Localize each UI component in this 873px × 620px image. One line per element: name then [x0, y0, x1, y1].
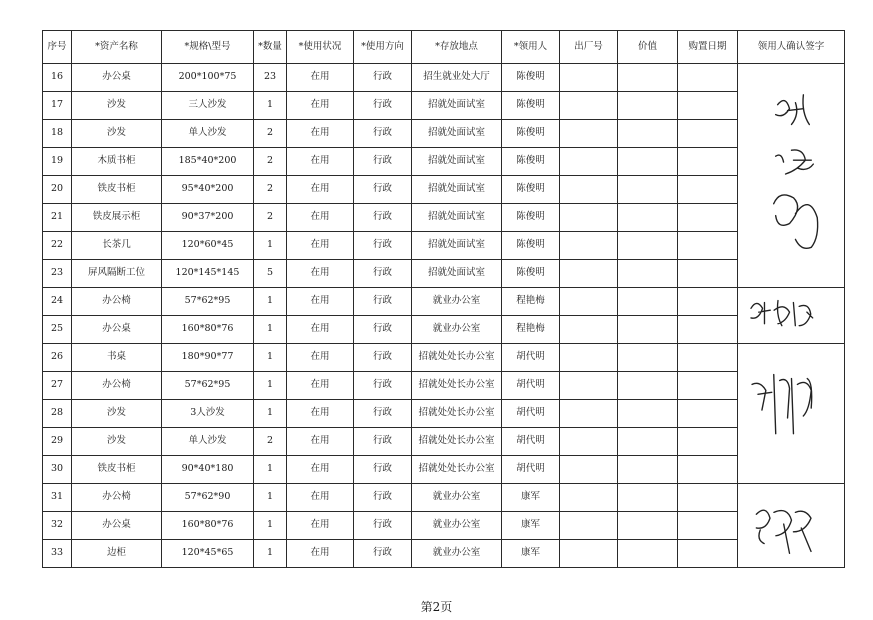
cell-user: 康军: [502, 484, 560, 512]
cell-status: 在用: [287, 540, 354, 568]
cell-value: [618, 288, 678, 316]
col-header-asset-name: *资产名称: [72, 31, 162, 64]
cell-no: 18: [43, 120, 72, 148]
cell-spec: 57*62*90: [162, 484, 254, 512]
cell-qty: 1: [254, 92, 287, 120]
cell-no: 23: [43, 260, 72, 288]
signature-cell: [738, 484, 845, 568]
cell-purchase-date: [678, 456, 738, 484]
cell-location: 招就处处长办公室: [412, 344, 502, 372]
table-row: [43, 316, 845, 344]
cell-status: 在用: [287, 288, 354, 316]
table-row: [43, 120, 845, 148]
cell-spec: 200*100*75: [162, 64, 254, 92]
cell-no: 30: [43, 456, 72, 484]
cell-spec: 单人沙发: [162, 428, 254, 456]
cell-purchase-date: [678, 484, 738, 512]
cell-user: 胡代明: [502, 428, 560, 456]
cell-status: 在用: [287, 260, 354, 288]
col-header-no: 序号: [43, 31, 72, 64]
cell-asset-name: 边柜: [72, 540, 162, 568]
cell-user: 胡代明: [502, 372, 560, 400]
cell-direction: 行政: [354, 400, 412, 428]
cell-value: [618, 372, 678, 400]
cell-no: 28: [43, 400, 72, 428]
cell-asset-name: 沙发: [72, 120, 162, 148]
table-row: [43, 428, 845, 456]
cell-purchase-date: [678, 540, 738, 568]
cell-serial: [560, 260, 618, 288]
cell-spec: 95*40*200: [162, 176, 254, 204]
cell-serial: [560, 232, 618, 260]
cell-value: [618, 344, 678, 372]
asset-table: [42, 30, 845, 568]
cell-asset-name: 办公桌: [72, 512, 162, 540]
cell-qty: 1: [254, 344, 287, 372]
cell-status: 在用: [287, 120, 354, 148]
cell-asset-name: 沙发: [72, 92, 162, 120]
handwritten-signature: [738, 485, 844, 567]
cell-purchase-date: [678, 148, 738, 176]
cell-location: 招就处面试室: [412, 232, 502, 260]
cell-status: 在用: [287, 456, 354, 484]
cell-value: [618, 204, 678, 232]
cell-direction: 行政: [354, 344, 412, 372]
cell-purchase-date: [678, 400, 738, 428]
cell-no: 20: [43, 176, 72, 204]
cell-status: 在用: [287, 512, 354, 540]
cell-direction: 行政: [354, 120, 412, 148]
table-row: [43, 456, 845, 484]
cell-serial: [560, 400, 618, 428]
table-row: [43, 260, 845, 288]
cell-serial: [560, 540, 618, 568]
col-header-value: 价值: [618, 31, 678, 64]
cell-user: 陈俊明: [502, 204, 560, 232]
cell-direction: 行政: [354, 428, 412, 456]
cell-no: 24: [43, 288, 72, 316]
cell-qty: 1: [254, 512, 287, 540]
cell-purchase-date: [678, 64, 738, 92]
cell-value: [618, 428, 678, 456]
cell-purchase-date: [678, 428, 738, 456]
table-row: [43, 288, 845, 316]
signature-cell: [738, 64, 845, 288]
col-header-purchase-date: 购置日期: [678, 31, 738, 64]
cell-status: 在用: [287, 316, 354, 344]
asset-table-sheet: [42, 30, 844, 570]
cell-status: 在用: [287, 64, 354, 92]
cell-spec: 160*80*76: [162, 316, 254, 344]
cell-serial: [560, 512, 618, 540]
col-header-status: *使用状况: [287, 31, 354, 64]
cell-qty: 1: [254, 316, 287, 344]
cell-value: [618, 400, 678, 428]
cell-asset-name: 沙发: [72, 400, 162, 428]
cell-no: 21: [43, 204, 72, 232]
table-body: [43, 64, 845, 568]
cell-spec: 160*80*76: [162, 512, 254, 540]
cell-serial: [560, 316, 618, 344]
cell-value: [618, 260, 678, 288]
col-header-location: *存放地点: [412, 31, 502, 64]
cell-purchase-date: [678, 120, 738, 148]
cell-user: 陈俊明: [502, 92, 560, 120]
cell-direction: 行政: [354, 148, 412, 176]
cell-asset-name: 铁皮展示柜: [72, 204, 162, 232]
table-row: [43, 204, 845, 232]
cell-value: [618, 232, 678, 260]
cell-value: [618, 456, 678, 484]
cell-asset-name: 铁皮书柜: [72, 176, 162, 204]
cell-asset-name: 屏风隔断工位: [72, 260, 162, 288]
cell-direction: 行政: [354, 288, 412, 316]
table-row: [43, 232, 845, 260]
table-row: [43, 400, 845, 428]
cell-location: 招生就业处大厅: [412, 64, 502, 92]
cell-no: 27: [43, 372, 72, 400]
cell-qty: 1: [254, 456, 287, 484]
cell-qty: 23: [254, 64, 287, 92]
cell-status: 在用: [287, 92, 354, 120]
cell-location: 招就处处长办公室: [412, 400, 502, 428]
cell-location: 招就处处长办公室: [412, 456, 502, 484]
cell-status: 在用: [287, 176, 354, 204]
col-header-spec: *规格\型号: [162, 31, 254, 64]
cell-spec: 90*40*180: [162, 456, 254, 484]
cell-purchase-date: [678, 204, 738, 232]
cell-no: 32: [43, 512, 72, 540]
col-header-user: *领用人: [502, 31, 560, 64]
cell-direction: 行政: [354, 540, 412, 568]
cell-direction: 行政: [354, 260, 412, 288]
cell-qty: 1: [254, 288, 287, 316]
cell-location: 招就处面试室: [412, 92, 502, 120]
cell-status: 在用: [287, 232, 354, 260]
table-row: [43, 64, 845, 92]
cell-user: 陈俊明: [502, 120, 560, 148]
cell-qty: 2: [254, 204, 287, 232]
cell-location: 招就处面试室: [412, 176, 502, 204]
cell-value: [618, 484, 678, 512]
col-header-qty: *数量: [254, 31, 287, 64]
cell-qty: 2: [254, 120, 287, 148]
cell-spec: 三人沙发: [162, 92, 254, 120]
cell-asset-name: 长茶几: [72, 232, 162, 260]
cell-asset-name: 办公椅: [72, 288, 162, 316]
cell-user: 胡代明: [502, 400, 560, 428]
cell-direction: 行政: [354, 64, 412, 92]
cell-user: 胡代明: [502, 456, 560, 484]
cell-no: 19: [43, 148, 72, 176]
cell-value: [618, 148, 678, 176]
cell-status: 在用: [287, 484, 354, 512]
cell-spec: 57*62*95: [162, 288, 254, 316]
signature-cell: [738, 288, 845, 344]
cell-user: 胡代明: [502, 344, 560, 372]
cell-qty: 2: [254, 428, 287, 456]
cell-serial: [560, 484, 618, 512]
cell-asset-name: 书桌: [72, 344, 162, 372]
cell-user: 程艳梅: [502, 288, 560, 316]
cell-direction: 行政: [354, 316, 412, 344]
cell-serial: [560, 120, 618, 148]
cell-serial: [560, 456, 618, 484]
table-row: [43, 148, 845, 176]
cell-purchase-date: [678, 288, 738, 316]
cell-direction: 行政: [354, 232, 412, 260]
cell-spec: 120*145*145: [162, 260, 254, 288]
cell-direction: 行政: [354, 204, 412, 232]
cell-spec: 120*60*45: [162, 232, 254, 260]
cell-serial: [560, 372, 618, 400]
cell-purchase-date: [678, 232, 738, 260]
table-row: [43, 344, 845, 372]
cell-purchase-date: [678, 260, 738, 288]
cell-user: 陈俊明: [502, 176, 560, 204]
table-row: [43, 176, 845, 204]
cell-no: 16: [43, 64, 72, 92]
cell-value: [618, 176, 678, 204]
cell-asset-name: 木质书柜: [72, 148, 162, 176]
cell-spec: 180*90*77: [162, 344, 254, 372]
cell-location: 就业办公室: [412, 512, 502, 540]
cell-status: 在用: [287, 428, 354, 456]
cell-purchase-date: [678, 92, 738, 120]
cell-spec: 57*62*95: [162, 372, 254, 400]
cell-asset-name: 办公椅: [72, 484, 162, 512]
cell-qty: 1: [254, 232, 287, 260]
cell-user: 康军: [502, 540, 560, 568]
cell-serial: [560, 344, 618, 372]
handwritten-signature: [738, 289, 844, 343]
cell-location: 招就处面试室: [412, 120, 502, 148]
cell-location: 招就处面试室: [412, 260, 502, 288]
cell-direction: 行政: [354, 456, 412, 484]
cell-direction: 行政: [354, 176, 412, 204]
cell-asset-name: 办公桌: [72, 316, 162, 344]
cell-serial: [560, 64, 618, 92]
col-header-signature: 领用人确认签字: [738, 31, 845, 64]
cell-serial: [560, 288, 618, 316]
cell-serial: [560, 92, 618, 120]
cell-qty: 1: [254, 484, 287, 512]
header-row: [43, 31, 845, 64]
cell-no: 31: [43, 484, 72, 512]
cell-location: 就业办公室: [412, 316, 502, 344]
cell-spec: 单人沙发: [162, 120, 254, 148]
cell-purchase-date: [678, 344, 738, 372]
cell-status: 在用: [287, 344, 354, 372]
cell-no: 17: [43, 92, 72, 120]
cell-serial: [560, 148, 618, 176]
cell-qty: 2: [254, 148, 287, 176]
cell-direction: 行政: [354, 484, 412, 512]
cell-purchase-date: [678, 512, 738, 540]
cell-value: [618, 92, 678, 120]
cell-purchase-date: [678, 176, 738, 204]
page-number: 第2页: [420, 600, 453, 614]
cell-qty: 1: [254, 372, 287, 400]
cell-value: [618, 120, 678, 148]
cell-no: 26: [43, 344, 72, 372]
cell-location: 招就处面试室: [412, 204, 502, 232]
cell-user: 康军: [502, 512, 560, 540]
cell-value: [618, 512, 678, 540]
cell-qty: 1: [254, 400, 287, 428]
cell-user: 陈俊明: [502, 64, 560, 92]
cell-location: 招就处处长办公室: [412, 372, 502, 400]
cell-qty: 2: [254, 176, 287, 204]
table-row: [43, 484, 845, 512]
cell-value: [618, 540, 678, 568]
cell-asset-name: 办公桌: [72, 64, 162, 92]
signature-cell: [738, 344, 845, 484]
col-header-direction: *使用方向: [354, 31, 412, 64]
cell-asset-name: 铁皮书柜: [72, 456, 162, 484]
cell-direction: 行政: [354, 92, 412, 120]
cell-serial: [560, 204, 618, 232]
cell-qty: 5: [254, 260, 287, 288]
cell-location: 招就处面试室: [412, 148, 502, 176]
cell-purchase-date: [678, 372, 738, 400]
handwritten-signature: [738, 65, 844, 287]
cell-no: 25: [43, 316, 72, 344]
cell-location: 就业办公室: [412, 540, 502, 568]
cell-spec: 3人沙发: [162, 400, 254, 428]
cell-status: 在用: [287, 204, 354, 232]
cell-spec: 90*37*200: [162, 204, 254, 232]
cell-qty: 1: [254, 540, 287, 568]
cell-serial: [560, 428, 618, 456]
cell-user: 陈俊明: [502, 232, 560, 260]
table-row: [43, 372, 845, 400]
handwritten-signature: [738, 345, 844, 483]
cell-direction: 行政: [354, 372, 412, 400]
cell-no: 22: [43, 232, 72, 260]
cell-spec: 120*45*65: [162, 540, 254, 568]
cell-direction: 行政: [354, 512, 412, 540]
cell-location: 招就处处长办公室: [412, 428, 502, 456]
cell-spec: 185*40*200: [162, 148, 254, 176]
cell-user: 陈俊明: [502, 260, 560, 288]
cell-user: 程艳梅: [502, 316, 560, 344]
cell-location: 就业办公室: [412, 484, 502, 512]
cell-asset-name: 沙发: [72, 428, 162, 456]
table-row: [43, 92, 845, 120]
table-row: [43, 540, 845, 568]
cell-serial: [560, 176, 618, 204]
cell-asset-name: 办公椅: [72, 372, 162, 400]
cell-status: 在用: [287, 372, 354, 400]
cell-user: 陈俊明: [502, 148, 560, 176]
cell-purchase-date: [678, 316, 738, 344]
cell-location: 就业办公室: [412, 288, 502, 316]
cell-no: 33: [43, 540, 72, 568]
cell-status: 在用: [287, 400, 354, 428]
cell-no: 29: [43, 428, 72, 456]
table-row: [43, 512, 845, 540]
col-header-serial: 出厂号: [560, 31, 618, 64]
cell-value: [618, 64, 678, 92]
cell-status: 在用: [287, 148, 354, 176]
cell-value: [618, 316, 678, 344]
